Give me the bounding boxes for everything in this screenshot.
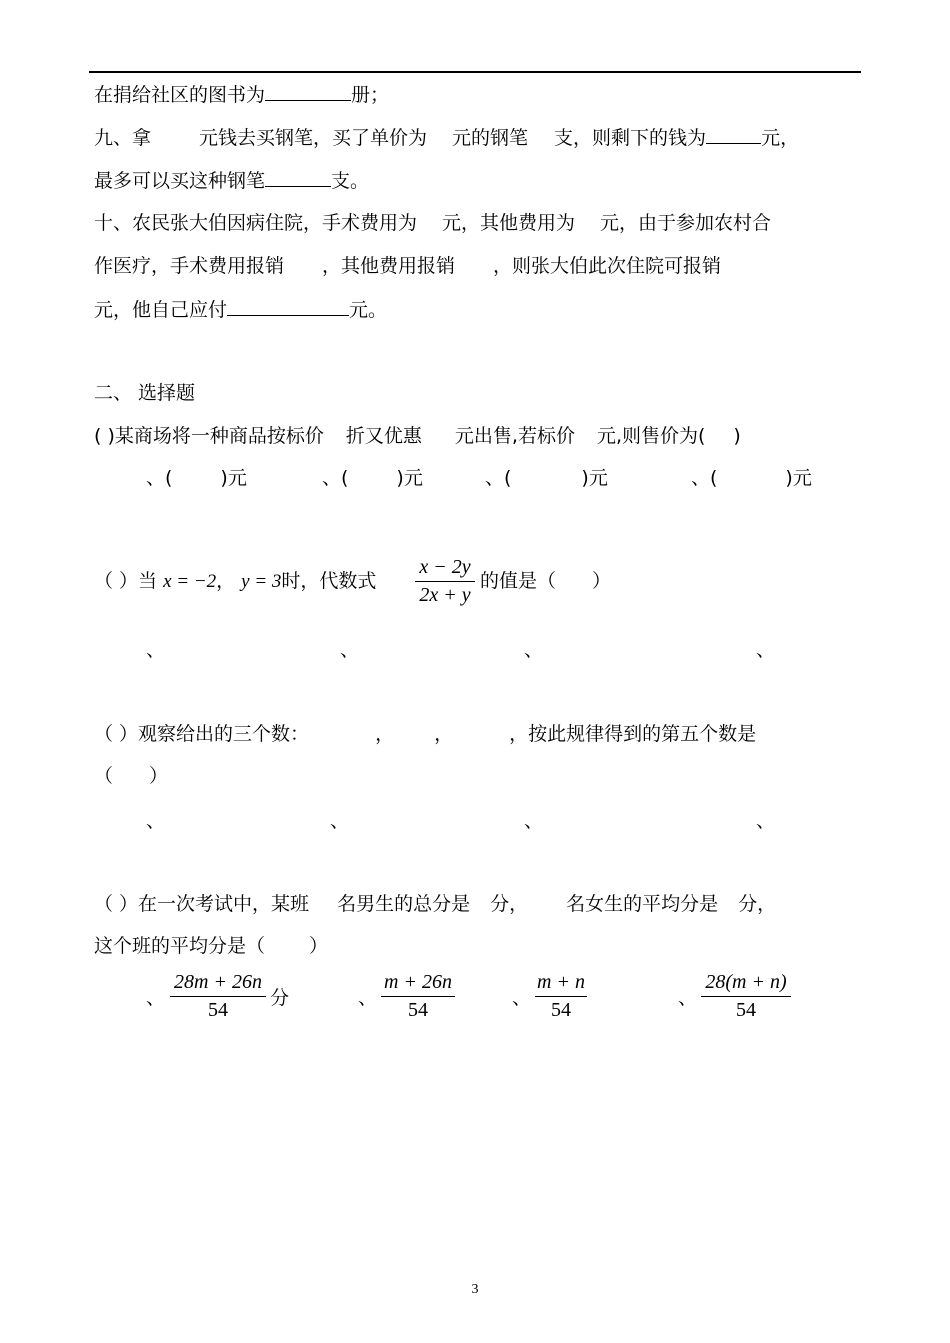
- q10-text-b: 元，其他费用为: [442, 212, 576, 234]
- mc3-stem: [94, 722, 756, 746]
- page-number: 3: [471, 1282, 479, 1297]
- q9-text-e: 元，: [761, 127, 800, 149]
- mc4-option-b-fraction[interactable]: [381, 971, 455, 1021]
- mc4-option-b-sep[interactable]: 、: [358, 987, 378, 1009]
- mc2-text-then: 时，代数式: [281, 570, 377, 592]
- fraction-denominator: 54: [551, 999, 571, 1021]
- mc4-text-e: 分，: [738, 893, 777, 915]
- q9-line-2: [94, 168, 369, 193]
- fraction-bar: [701, 996, 791, 997]
- q8-tail-line: [94, 82, 389, 107]
- mc1-option-a[interactable]: [146, 466, 247, 490]
- option-suffix: )元: [220, 467, 247, 489]
- option-prefix: 、(: [322, 467, 349, 489]
- mc4-text-b: 名男生的总分是: [337, 893, 471, 915]
- q10-text-g: 元，他自己应付: [94, 299, 228, 321]
- answer-blank[interactable]: [227, 297, 349, 316]
- fraction-bar: [170, 996, 266, 997]
- fraction-bar: [381, 996, 455, 997]
- mc1-text-a: 某商场将一种商品按标价: [114, 425, 324, 447]
- mc3-option-b[interactable]: 、: [330, 810, 350, 832]
- mc4-option-c-sep[interactable]: 、: [512, 987, 532, 1009]
- answer-paren-open[interactable]: （: [94, 765, 114, 787]
- q9-text-d: 支，则剩下的钱为: [554, 127, 707, 149]
- mc3-option-d[interactable]: 、: [756, 810, 776, 832]
- fraction-denominator: 2x + y: [419, 584, 471, 606]
- y-value: y = 3: [241, 571, 282, 592]
- mc2-option-d[interactable]: 、: [756, 639, 776, 661]
- mc2-close-paren: ）: [592, 570, 612, 592]
- mc4-text-a: 在一次考试中，某班: [138, 893, 310, 915]
- answer-paren[interactable]: （ ）: [94, 570, 139, 592]
- q10-text-d: 作医疗，手术费用报销: [94, 255, 285, 277]
- mc3-option-c[interactable]: 、: [524, 810, 544, 832]
- q9-text-b: 元钱去买钢笔，买了单价为: [199, 127, 428, 149]
- mc1-text-e: ): [733, 425, 741, 447]
- x-value: x = −2: [163, 571, 217, 592]
- mc2-option-a[interactable]: 、: [146, 639, 166, 661]
- option-suffix: )元: [396, 467, 423, 489]
- option-suffix: )元: [581, 467, 608, 489]
- mc3-option-a[interactable]: 、: [146, 810, 166, 832]
- mc1-option-d[interactable]: [691, 466, 812, 490]
- section-title: 二、 选择题: [94, 382, 196, 404]
- mc4-option-c-fraction[interactable]: [535, 971, 587, 1021]
- q8-tail-text: 在捐给社区的图书为: [94, 84, 266, 106]
- q9-text-c: 元的钢笔: [452, 127, 529, 149]
- option-prefix: 、(: [691, 467, 718, 489]
- fraction-denominator: 54: [736, 999, 756, 1021]
- fraction-bar: [535, 996, 587, 997]
- mc3-text-a: 观察给出的三个数：: [138, 723, 310, 745]
- mc4-stem: [94, 892, 776, 916]
- mc1-option-b[interactable]: [322, 466, 423, 490]
- mc2-option-b[interactable]: 、: [340, 639, 360, 661]
- fraction-bar: [415, 581, 475, 582]
- q10-text-f: ，则张大伯此次住院可报销: [493, 255, 722, 277]
- fraction-numerator: m + n: [537, 971, 585, 993]
- fraction-numerator: x − 2y: [419, 556, 471, 578]
- mc1-text-d: 元,则售价为(: [596, 425, 706, 447]
- mc4-option-d-fraction[interactable]: [701, 971, 791, 1021]
- header-rule: [89, 71, 861, 73]
- fraction-numerator: m + 26n: [384, 971, 452, 993]
- q9-text-a: 九、拿: [94, 127, 152, 149]
- fraction-numerator: 28m + 26n: [174, 971, 262, 993]
- algebraic-fraction: [415, 556, 475, 606]
- option-prefix: 、(: [485, 467, 512, 489]
- mc2-stem: [94, 569, 376, 594]
- q8-tail-unit: 册；: [351, 84, 390, 106]
- answer-paren-close: ）: [309, 935, 329, 957]
- q10-line-2: [94, 254, 721, 278]
- mc4-option-a-unit: 分: [270, 987, 290, 1009]
- mc2-comma: ，: [216, 570, 236, 592]
- answer-paren[interactable]: （ ）: [94, 723, 139, 745]
- q10-line-3: [94, 297, 387, 322]
- mc4-text-d: 名女生的平均分是: [566, 893, 719, 915]
- answer-paren-close: ）: [149, 765, 169, 787]
- answer-blank[interactable]: [265, 82, 351, 101]
- mc4-option-d-sep[interactable]: 、: [678, 987, 698, 1009]
- mc2-stem-tail: [480, 569, 611, 593]
- answer-blank[interactable]: [706, 125, 761, 144]
- option-prefix: 、(: [146, 467, 173, 489]
- mc4-option-a-fraction[interactable]: [170, 971, 266, 1021]
- answer-blank[interactable]: [265, 168, 331, 187]
- q9-text-f: 最多可以买这种钢笔: [94, 170, 266, 192]
- mc1-text-c: 元出售,若标价: [454, 425, 575, 447]
- q9-text-g: 支。: [331, 170, 370, 192]
- fraction-numerator: 28(m + n): [705, 971, 787, 993]
- q10-text-c: 元，由于参加农村合: [600, 212, 772, 234]
- mc1-option-c[interactable]: [485, 466, 608, 490]
- mc3-line-2: [94, 764, 168, 788]
- q10-text-h: 元。: [349, 299, 388, 321]
- mc2-option-c[interactable]: 、: [524, 639, 544, 661]
- mc3-text-d: ，按此规律得到的第五个数是: [509, 723, 757, 745]
- answer-paren[interactable]: （ ）: [94, 893, 139, 915]
- mc4-line-2: [94, 934, 328, 958]
- option-suffix: )元: [785, 467, 812, 489]
- q10-line-1: [94, 211, 771, 235]
- answer-paren[interactable]: ( ): [94, 425, 115, 447]
- mc2-text-when: 当: [138, 570, 158, 592]
- mc4-text-f: 这个班的平均分是（: [94, 935, 266, 957]
- mc4-option-a-sep[interactable]: 、: [146, 987, 166, 1009]
- q10-text-e: ，其他费用报销: [322, 255, 456, 277]
- mc1-text-b: 折又优惠: [345, 425, 422, 447]
- mc1-stem: [94, 424, 741, 448]
- mc4-text-c: 分，: [490, 893, 529, 915]
- mc3-comma-1: ，: [375, 723, 395, 745]
- q9-line-1: [94, 125, 799, 150]
- mc2-text-value-of: 的值是（: [480, 570, 557, 592]
- mc3-comma-2: ，: [434, 723, 454, 745]
- fraction-denominator: 54: [208, 999, 228, 1021]
- fraction-denominator: 54: [408, 999, 428, 1021]
- q10-text-a: 十、农民张大伯因病住院，手术费用为: [94, 212, 418, 234]
